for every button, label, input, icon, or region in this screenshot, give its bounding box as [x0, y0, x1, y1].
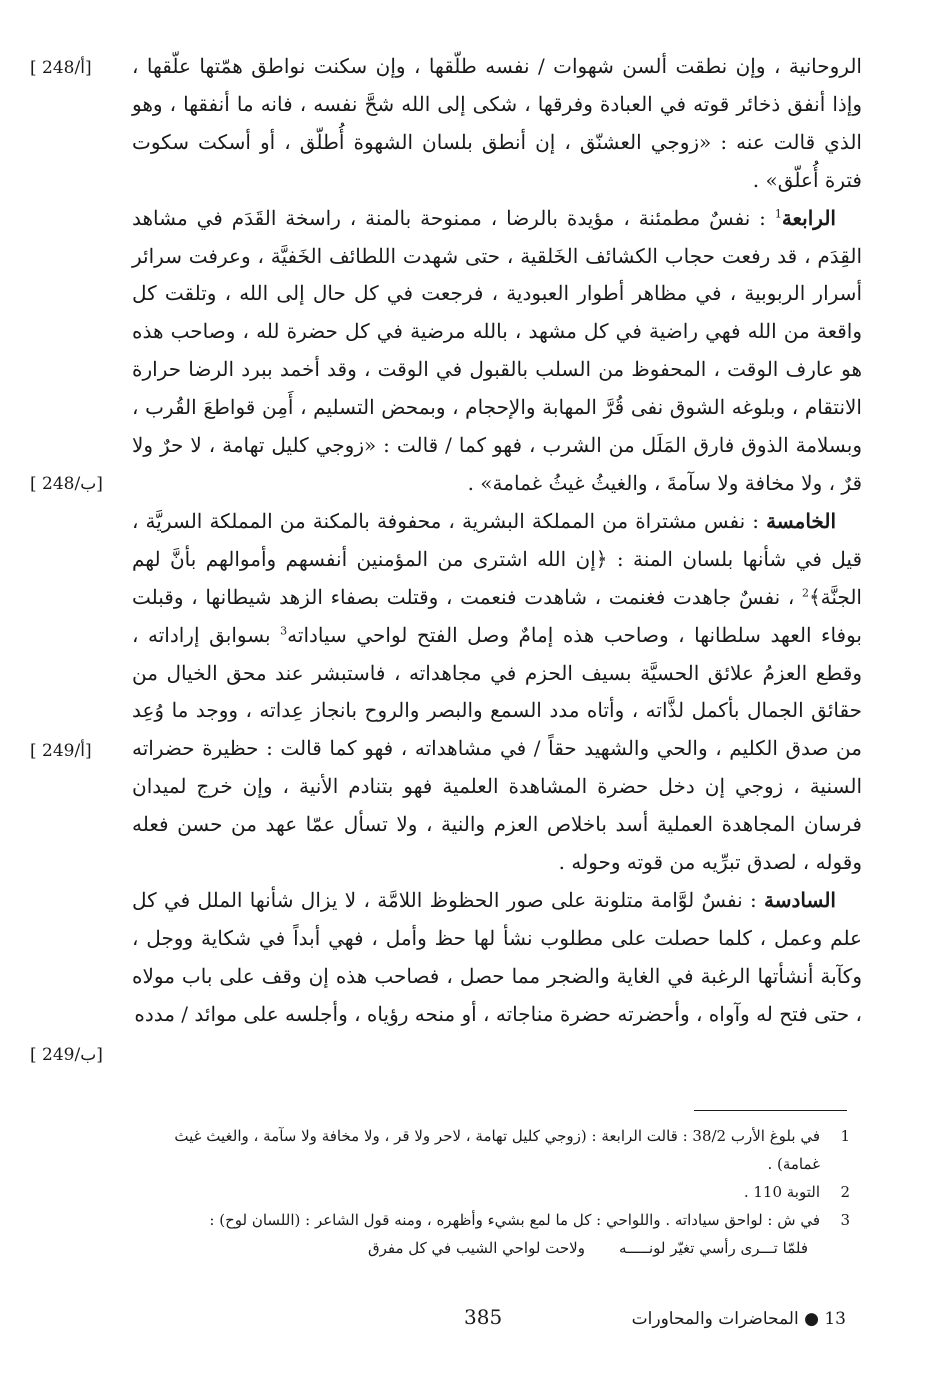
- margin-ref-249a: [ 249/أ]: [30, 741, 92, 761]
- footnote-2: [170, 1178, 850, 1206]
- footnote-number: 1: [840, 1127, 850, 1145]
- paragraph-fifth-text-b: ، نفسٌ جاهدت فغنمت ، شاهدت فنعمت ، وقتلت بصفاء الزهد شيطانها ، وقبلت بوفاء العهد سلطانها ، وصاحب هذه إمامٌ وصل الفتح لواحي سياداته: [132, 584, 863, 647]
- footnote-number: 2: [840, 1183, 850, 1201]
- footnote-divider: [694, 1110, 847, 1111]
- footnotes: [170, 1122, 850, 1262]
- paragraph-sixth-text: : نفسٌ لوَّامة متلونة على صور الحظوظ اللامَّة ، لا يزال شأنها الملل في كل علم وعمل ، كلما حصلت على مطلوب نشأ لها حظ وأمل ، فهي أبداً في شكاية ووجل ، وكآبة أنشأتها الرغبة في الغاية والضجر مما حصل ، فصاحب هذه إن وقف على باب مولاه ، حتى فتح له وآواه ، وأحضرته حضرة مناجاته ، أو منحه رؤياه ، وأجلسه على موائد / مدده: [132, 887, 862, 1026]
- paragraph-fifth-text-c: بسوابق إراداته ، وقطع العزمُ علائق الحسيَّة بسيف الحزم في مجاهداته ، فاستبشر عند محق الخيال من حقائق الجمال بأكمل لذَّاته ، وأتاه مدد السمع والبصر والروح بانجاز عِداته ، ووجد ما وُعِد من صدق الكليم ، والحي والشهيد حقاً / في مشاهداته ، فهو كما قالت : حظيرة حضراته السنية ، زوجي إن دخل حضرة المشاهدة العلمية فهو بتنادم الأنية ، وإن خرج لميدان فرسان المجاهدة العملية أسد باخلاص العزم والنية ، ولا تسأل عمّا عهد من حسن فعله وقوله ، لصدق تبرِّيه من قوته وحوله .: [132, 622, 862, 875]
- margin-ref-248a: [ 248/أ]: [30, 58, 92, 78]
- verse: [170, 1234, 850, 1262]
- footnote-text: في بلوغ الأرب 38/2 : قالت الرابعة : (زوجي كليل تهامة ، لاحر ولا قر ، ولا مخافة ولا سآمة ، والغيث غيث غمامة) .: [174, 1127, 820, 1173]
- footnote-text: في ش : لواحق سياداته . واللواحي : كل ما لمع بشيء وأظهره ، ومنه قول الشاعر : (اللسان لوح) :: [209, 1211, 820, 1229]
- main-text: [132, 48, 862, 1034]
- verse-hemistich-2: ولاحت لواحي الشيب في كل مفرق: [367, 1239, 585, 1257]
- paragraph-fifth: [132, 503, 862, 882]
- footnote-ref-2: 2: [801, 586, 809, 600]
- footnote-3: [170, 1206, 850, 1234]
- page-number: 385: [464, 1305, 503, 1329]
- section-heading-sixth: السادسة: [764, 887, 836, 912]
- running-title: 13 ● المحاضرات والمحاورات: [631, 1309, 846, 1329]
- paragraph-fifth-text-a: : نفس مشتراة من المملكة البشرية ، محفوفة بالمكنة من المملكة السريَّة ، قيل في شأنها بلسان المنة : ﴿إن الله اشترى من المؤمنين أنفسهم وأموالهم بأنَّ لهم الجنَّة﴾: [132, 508, 863, 609]
- margin-ref-248b: [ 248/ب]: [30, 474, 103, 494]
- footnote-1: [170, 1122, 850, 1178]
- verse-hemistich-1: فلمّا تـــرى رأسي تغيّر لونـــــه: [618, 1239, 808, 1257]
- paragraph-fourth: [132, 200, 862, 503]
- footnote-text: التوبة 110 .: [743, 1183, 820, 1201]
- footnote-ref-3: 3: [280, 623, 288, 637]
- section-heading-fifth: الخامسة: [766, 508, 836, 533]
- footnote-number: 3: [840, 1211, 850, 1229]
- section-heading-fourth: الرابعة: [781, 205, 836, 230]
- footnote-ref-1: 1: [774, 206, 782, 220]
- margin-ref-249b: [ 249/ب]: [30, 1045, 103, 1065]
- paragraph-fourth-text: : نفسٌ مطمئنة ، مؤيدة بالرضا ، ممنوحة بالمنة ، راسخة القَدَم في مشاهد القِدَم ، قد رفعت حجاب الكشائف الخَلقية ، حتى شهدت اللطائف الخَفيَّة ، وعرفت سرائر أسرار الربوبية ، في مظاهر أطوار العبودية ، فرجعت في كل حال إلى الله ، وتلقت كل واقعة من الله فهي راضية في كل مشهد ، بالله مرضية في كل حضرة لله ، وصاحب هذه هو عارف الوقت ، المحفوظ من السلب بالقبول في الوقت ، وقد أخمد ببرد الرضا حرارة الانتقام ، وبلوغه الشوق نفى قُرَّ المهابة والإحجام ، وبمحض التسليم ، أَمِن قواطعَ القُرب ، وبسلامة الذوق فارق المَلَل من الشرب ، فهو كما / قالت : «زوجي كليل تهامة ، لا حرٌ ولا قرٌ ، ولا مخافة ولا سآمةَ ، والغيثُ غيثُ غمامة» .: [132, 205, 862, 495]
- paragraph-sixth: [132, 882, 862, 1034]
- paragraph-1: الروحانية ، وإن نطقت ألسن شهوات / نفسه طلّقها ، وإن سكنت نواطق همّتها علّقها ، وإذا أنفق ذخائر قوته في العبادة وفرقها ، شكى إلى الله شحَّ نفسه ، فانه ما أنفقها ، وهو الذي قالت عنه : «زوجي العشنّق ، إن أنطق بلسان الشهوة أُطلّق ، أو أسكت سكوت فترة أُعلّق» .: [132, 54, 862, 192]
